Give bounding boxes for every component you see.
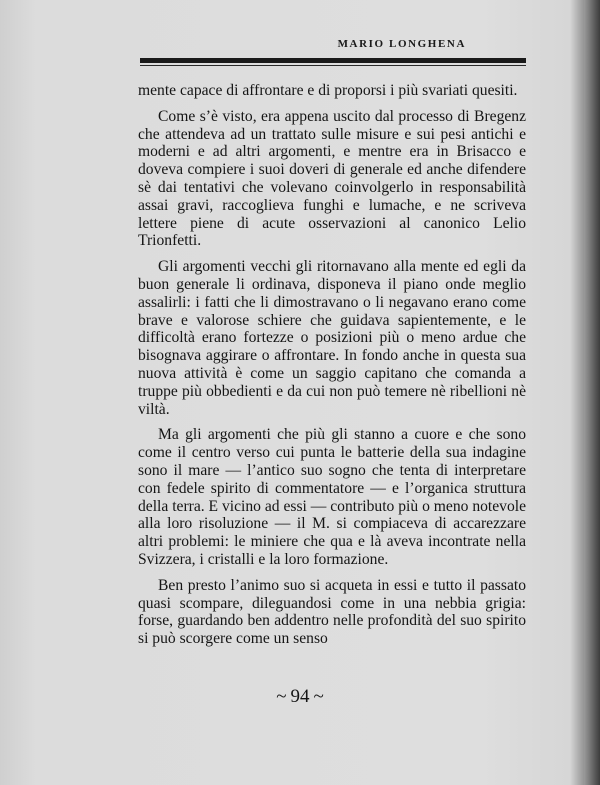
folio-number: 94 <box>290 686 310 707</box>
paragraph-continued: mente capace di affrontare e di proporsi i più svariati quesiti. <box>138 82 518 99</box>
folio-right-ornament: ~ <box>313 686 324 707</box>
page-header <box>140 36 526 66</box>
paragraph: Ben presto l’animo suo si acqueta in essi e tutto il passato quasi scompare, dileguandosi come in una nebbia grigia: forse, guardando ben addentro nelle profondità del suo spirito si può scorgere come un senso <box>138 576 526 648</box>
running-head: MARIO LONGHENA <box>337 38 466 50</box>
page-number <box>0 686 600 708</box>
body-text <box>138 82 526 656</box>
page-edge-shadow <box>584 0 600 785</box>
header-rule-thin <box>140 65 526 66</box>
paragraph: Gli argomenti vecchi gli ritornavano alla mente ed egli da buon generale li ordinava, disponeva il piano onde meglio assalirli: i fatti che li dimostravano o li negavano erano come brave e valorose schiere che guidava sapientemente, e le difficoltà erano fortezze o posizioni più o meno ardue che bisognava aggirare o affrontare. In fondo anche in questa sua nuova attività è come un saggio capitano che comanda a truppe più obbedienti e da cui non può temere nè ribellioni nè viltà. <box>138 258 526 418</box>
folio-left-ornament: ~ <box>276 686 287 707</box>
paragraph: Ma gli argomenti che più gli stanno a cuore e che sono come il centro verso cui punta le batterie della sua indagine sono il mare — l’antico suo sogno che tenta di interpretare con fedele spirito di commentatore — e l’organica struttura della terra. E vicino ad essi — contributo più o meno notevole alla loro risoluzione — il M. si compiaceva di accarezzare altri problemi: le miniere che qua e là aveva incontrate nella Svizzera, i cristalli e la loro formazione. <box>138 426 527 568</box>
header-rule-thick <box>140 58 526 63</box>
paragraph: Come s’è visto, era appena uscito dal processo di Bregenz che attendeva ad un trattato sulle misure e sui pesi antichi e moderni e ad altri argomenti, e mentre era in Brisacco e doveva compiere i suoi doveri di generale ed anche difendere sè dai tentativi che volevano coinvolgerlo in responsabilità assai gravi, raccoglieva funghi e lumache, e ne scriveva lettere piene di acute osservazioni al canonico Lelio Trionfetti. <box>138 107 526 250</box>
